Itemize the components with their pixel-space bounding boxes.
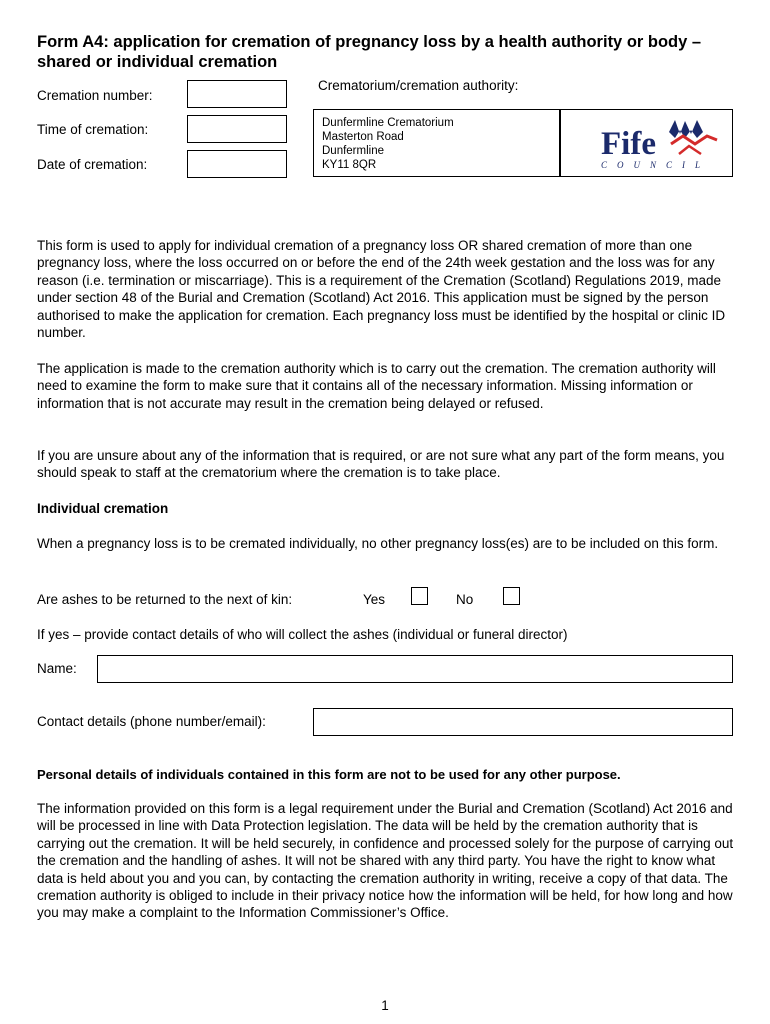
logo-subtext: COUNCIL xyxy=(601,160,711,170)
form-title: Form A4: application for cremation of pregnancy loss by a health authority or body – shared or individual cremation xyxy=(37,33,702,71)
time-of-cremation-label: Time of cremation: xyxy=(37,122,149,137)
time-of-cremation-field[interactable] xyxy=(187,115,287,143)
address-line: KY11 8QR xyxy=(322,159,377,171)
privacy-text: The information provided on this form is a legal requirement under the Burial and Cremation (Scotland) Act 2016 and will be processed in line with Data Protection legislation. The data will be held by the cremation authority that is carrying out the cremation. It will be held securely, in confidence and processed solely for the purpose of carrying out the cremation and the handling of ashes. It will not be shared with any third party. You have the right to know what data is held about you and you can, by contacting the cremation authority in writing, receive a copy of that data. The cremation authority is obliged to include in their privacy notice how the information will be held, for how long and how you may make a complaint to the Information Commissioner’s Office. xyxy=(37,801,734,921)
name-field[interactable] xyxy=(97,655,733,683)
individual-cremation-heading: Individual cremation xyxy=(37,501,169,516)
address-line: Masterton Road xyxy=(322,131,404,143)
logo-accent-icon xyxy=(671,136,717,144)
intro-paragraph-3: If you are unsure about any of the information that is required, or are not sure what any part of the form means, you should speak to staff at the crematorium where the cremation is to take place. xyxy=(37,448,725,481)
logo-wave-icon xyxy=(669,120,703,138)
yes-checkbox[interactable] xyxy=(411,587,428,605)
contact-details-label: Contact details (phone number/email): xyxy=(37,714,266,729)
intro-paragraph-2: The application is made to the cremation authority which is to carry out the cremation. The cremation authority will need to examine the form to make sure that it contains all of the necessary information. Missing information or information that is not accurate may result in the cremation being delayed or refused. xyxy=(37,361,716,411)
fife-council-logo xyxy=(560,109,733,177)
date-of-cremation-label: Date of cremation: xyxy=(37,157,148,172)
cremation-number-field[interactable] xyxy=(187,80,287,108)
logo-text: Fife xyxy=(601,126,656,162)
contact-instruction: If yes – provide contact details of who will collect the ashes (individual or funeral director) xyxy=(37,627,568,642)
individual-cremation-description: When a pregnancy loss is to be cremated individually, no other pregnancy loss(es) are to be included on this form. xyxy=(37,536,719,551)
date-of-cremation-field[interactable] xyxy=(187,150,287,178)
privacy-heading: Personal details of individuals contained in this form are not to be used for any other purpose. xyxy=(37,767,621,782)
no-checkbox[interactable] xyxy=(503,587,520,605)
intro-paragraph-1: This form is used to apply for individual cremation of a pregnancy loss OR shared cremation of more than one pregnancy loss, where the loss occurred on or before the end of the 24th week gestation and the loss was for any reason (i.e. termination or miscarriage). This is a requirement of the Cremation (Scotland) Regulations 2019, made under section 48 of the Burial and Cremation (Scotland) Act 2016. This application must be signed by the person authorised to make the application for cremation. Each pregnancy loss must be identified by the hospital or clinic ID number. xyxy=(37,238,726,341)
address-line: Dunfermline xyxy=(322,145,384,157)
no-label: No xyxy=(456,592,474,607)
page-number: 1 xyxy=(381,998,389,1013)
logo-accent-icon xyxy=(679,146,701,154)
yes-label: Yes xyxy=(363,592,386,607)
address-line: Dunfermline Crematorium xyxy=(322,117,454,129)
crematorium-label: Crematorium/cremation authority: xyxy=(318,78,519,93)
contact-details-field[interactable] xyxy=(313,708,733,736)
crematorium-address-box xyxy=(313,109,560,177)
ashes-question-label: Are ashes to be returned to the next of kin: xyxy=(37,592,293,607)
name-label: Name: xyxy=(37,661,77,676)
cremation-number-label: Cremation number: xyxy=(37,88,153,103)
